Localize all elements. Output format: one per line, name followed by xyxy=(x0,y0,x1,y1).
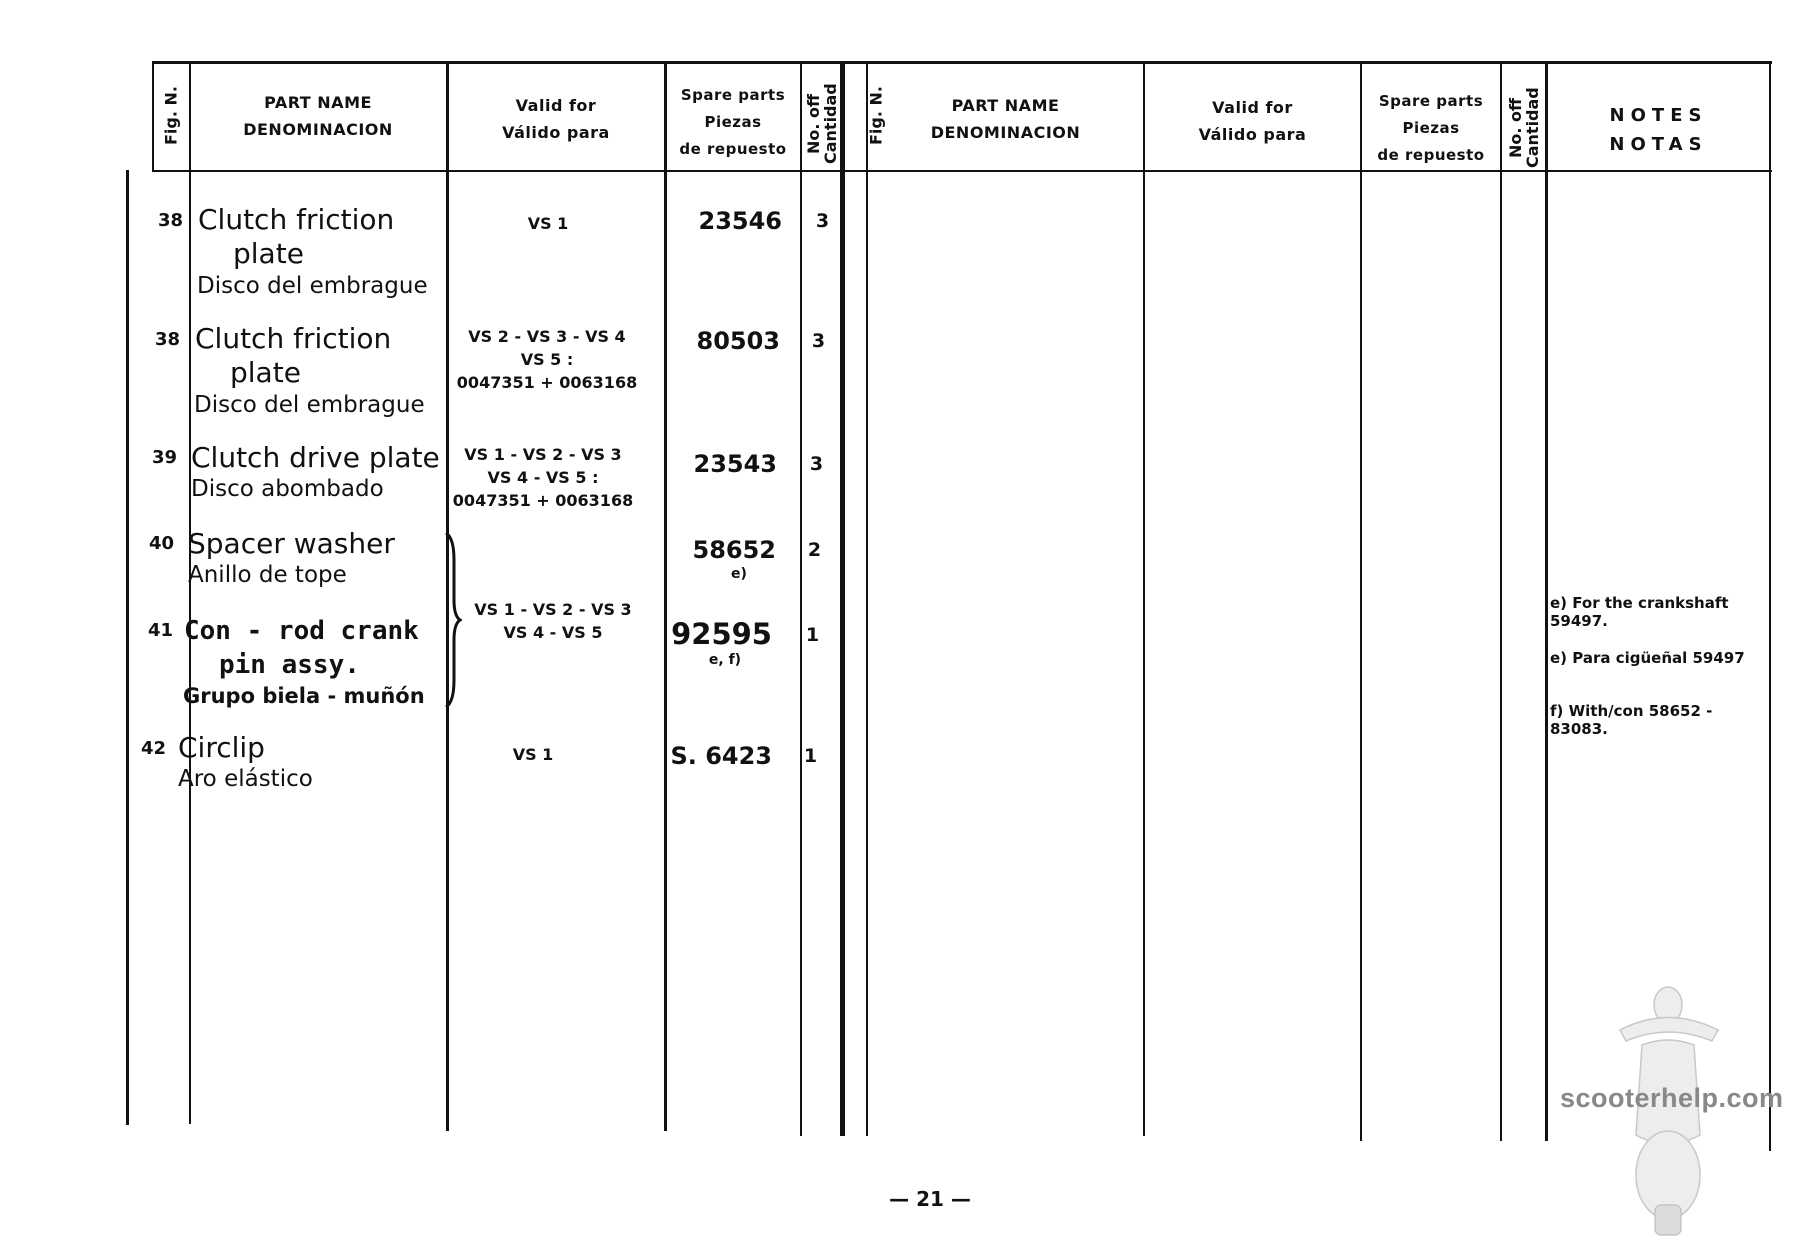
row-part-name-line2: plate xyxy=(233,237,304,270)
col-line-spare2 xyxy=(1500,61,1502,1141)
row-fig: 38 xyxy=(155,329,181,350)
row-part-name-line1: Con - rod crank xyxy=(184,616,419,646)
row-spanish-name: Anillo de tope xyxy=(188,562,347,588)
header-valid-es: Válido para xyxy=(502,123,610,142)
row-part-name xyxy=(198,203,394,271)
row-part-name-line2: pin assy. xyxy=(219,650,360,680)
row-part-name-line2: plate xyxy=(230,356,301,389)
row-part-name xyxy=(178,731,265,765)
header-qty-en: No. off xyxy=(804,94,823,154)
row-fig: 38 xyxy=(158,210,184,231)
header-notes-es: NOTAS xyxy=(1609,134,1708,155)
row-part-number: 23546 xyxy=(698,207,782,235)
header-valid-en: Valid for xyxy=(515,96,597,115)
header-part-name-en-2: PART NAME xyxy=(951,96,1060,115)
row-part-name-line1: Clutch friction xyxy=(195,322,392,355)
header-spare-es1-2: Piezas xyxy=(1402,119,1460,137)
row-quantity: 2 xyxy=(807,539,822,561)
row-valid xyxy=(434,443,652,512)
note-line2: 83083. xyxy=(1550,720,1608,738)
watermark-text: scooterhelp.com xyxy=(1560,1083,1784,1113)
row-quantity: 3 xyxy=(815,210,830,232)
header-fig: Fig. N. xyxy=(161,86,181,145)
header-part-name-es: DENOMINACION xyxy=(243,120,393,139)
note-line1: f) With/con 58652 - xyxy=(1550,702,1713,720)
header-qty xyxy=(805,84,839,164)
group-valid-line1: VS 1 - VS 2 - VS 3 xyxy=(474,600,632,619)
header-valid xyxy=(448,92,664,146)
row-valid-line1: VS 1 xyxy=(512,745,554,764)
row-quantity: 1 xyxy=(805,624,820,646)
header-spare-es2-2: de repuesto xyxy=(1377,146,1485,164)
col-line-qty xyxy=(840,61,845,1136)
header-spare-es2: de repuesto xyxy=(679,140,787,158)
row-quantity: 1 xyxy=(803,745,818,767)
row-part-name xyxy=(184,614,419,682)
row-valid-line2: VS 5 : xyxy=(520,350,574,369)
header-valid-2 xyxy=(1145,94,1360,148)
row-fig: 39 xyxy=(152,447,178,468)
group-valid-line2: VS 4 - VS 5 xyxy=(503,623,603,642)
header-part-name xyxy=(190,89,446,143)
table-top-border xyxy=(152,61,1772,64)
header-fig-2: Fig. N. xyxy=(866,86,886,145)
row-valid-line2: VS 4 - VS 5 : xyxy=(487,468,599,487)
row-quantity: 3 xyxy=(811,330,826,352)
header-spare-2 xyxy=(1362,88,1500,169)
row-part-number: 80503 xyxy=(696,327,780,355)
header-part-name-en: PART NAME xyxy=(264,93,372,112)
col-line-fig2 xyxy=(866,61,868,1136)
row-part-name xyxy=(188,527,395,561)
row-fig: 41 xyxy=(148,620,174,641)
header-qty-es: Cantidad xyxy=(821,83,840,164)
note-item xyxy=(1550,649,1765,667)
header-part-name-2 xyxy=(868,92,1143,146)
row-part-name xyxy=(191,441,440,475)
row-part-number: 92595 xyxy=(671,617,772,651)
col-line-valid2 xyxy=(1360,61,1362,1141)
row-part-name-line1: Spacer washer xyxy=(188,527,395,560)
header-qty-es-2: Cantidad xyxy=(1523,87,1542,168)
row-part-number: S. 6423 xyxy=(670,742,772,770)
row-part-name-line1: Clutch drive plate xyxy=(191,441,440,474)
row-quantity: 3 xyxy=(809,453,824,475)
header-valid-en-2: Valid for xyxy=(1212,98,1293,117)
row-part-number-note: e, f) xyxy=(708,652,742,668)
row-part-name-line1: Clutch friction xyxy=(198,203,395,236)
header-qty-en-2: No. off xyxy=(1506,98,1525,158)
col-line-fig xyxy=(189,61,191,1124)
row-spanish-name: Grupo biela - muñón xyxy=(183,684,425,708)
group-valid xyxy=(452,598,654,644)
row-valid-line1: VS 2 - VS 3 - VS 4 xyxy=(468,327,626,346)
row-part-number-note: e) xyxy=(731,566,747,582)
row-spanish-name: Disco del embrague xyxy=(197,273,428,299)
row-part-name xyxy=(195,322,391,390)
header-notes xyxy=(1548,101,1769,159)
note-item xyxy=(1550,702,1760,738)
row-valid-line3: 0047351 + 0063168 xyxy=(456,373,638,392)
header-part-name-es-2: DENOMINACION xyxy=(930,123,1081,142)
page-number: — 21 — xyxy=(889,1187,971,1211)
header-spare xyxy=(666,82,800,163)
right-border xyxy=(1769,61,1771,1151)
row-valid-line3: 0047351 + 0063168 xyxy=(452,491,634,510)
col-line-valid xyxy=(664,61,667,1131)
col-line-name2 xyxy=(1143,61,1145,1136)
row-part-number: 58652 xyxy=(692,536,776,564)
header-spare-es1: Piezas xyxy=(704,113,762,131)
header-valid-es-2: Válido para xyxy=(1198,125,1307,144)
row-valid xyxy=(440,325,654,394)
row-spanish-name: Disco abombado xyxy=(191,476,384,502)
header-qty-2 xyxy=(1507,88,1541,168)
header-notes-en: NOTES xyxy=(1609,105,1708,126)
header-spare-en-2: Spare parts xyxy=(1378,92,1484,110)
note-line1: e) Para cigüeñal 59497 xyxy=(1550,649,1745,667)
left-border xyxy=(152,61,154,171)
header-bottom-border xyxy=(152,170,1772,172)
header-spare-en: Spare parts xyxy=(680,86,786,104)
note-line1: e) For the crankshaft xyxy=(1550,594,1729,612)
left-border-body xyxy=(126,170,129,1125)
row-part-number: 23543 xyxy=(693,450,777,478)
col-line-qty2 xyxy=(1545,61,1548,1141)
row-fig: 42 xyxy=(141,738,167,759)
row-valid-line1: VS 1 xyxy=(527,214,569,233)
row-part-name-line1: Circlip xyxy=(178,731,265,764)
note-line2: 59497. xyxy=(1550,612,1608,630)
row-valid xyxy=(440,743,626,766)
row-spanish-name: Disco del embrague xyxy=(194,392,425,418)
row-fig: 40 xyxy=(149,533,175,554)
row-valid xyxy=(450,212,646,235)
note-item xyxy=(1550,594,1760,630)
row-spanish-name: Aro elástico xyxy=(178,766,313,792)
col-line-spare xyxy=(800,61,802,1136)
row-valid-line1: VS 1 - VS 2 - VS 3 xyxy=(464,445,622,464)
